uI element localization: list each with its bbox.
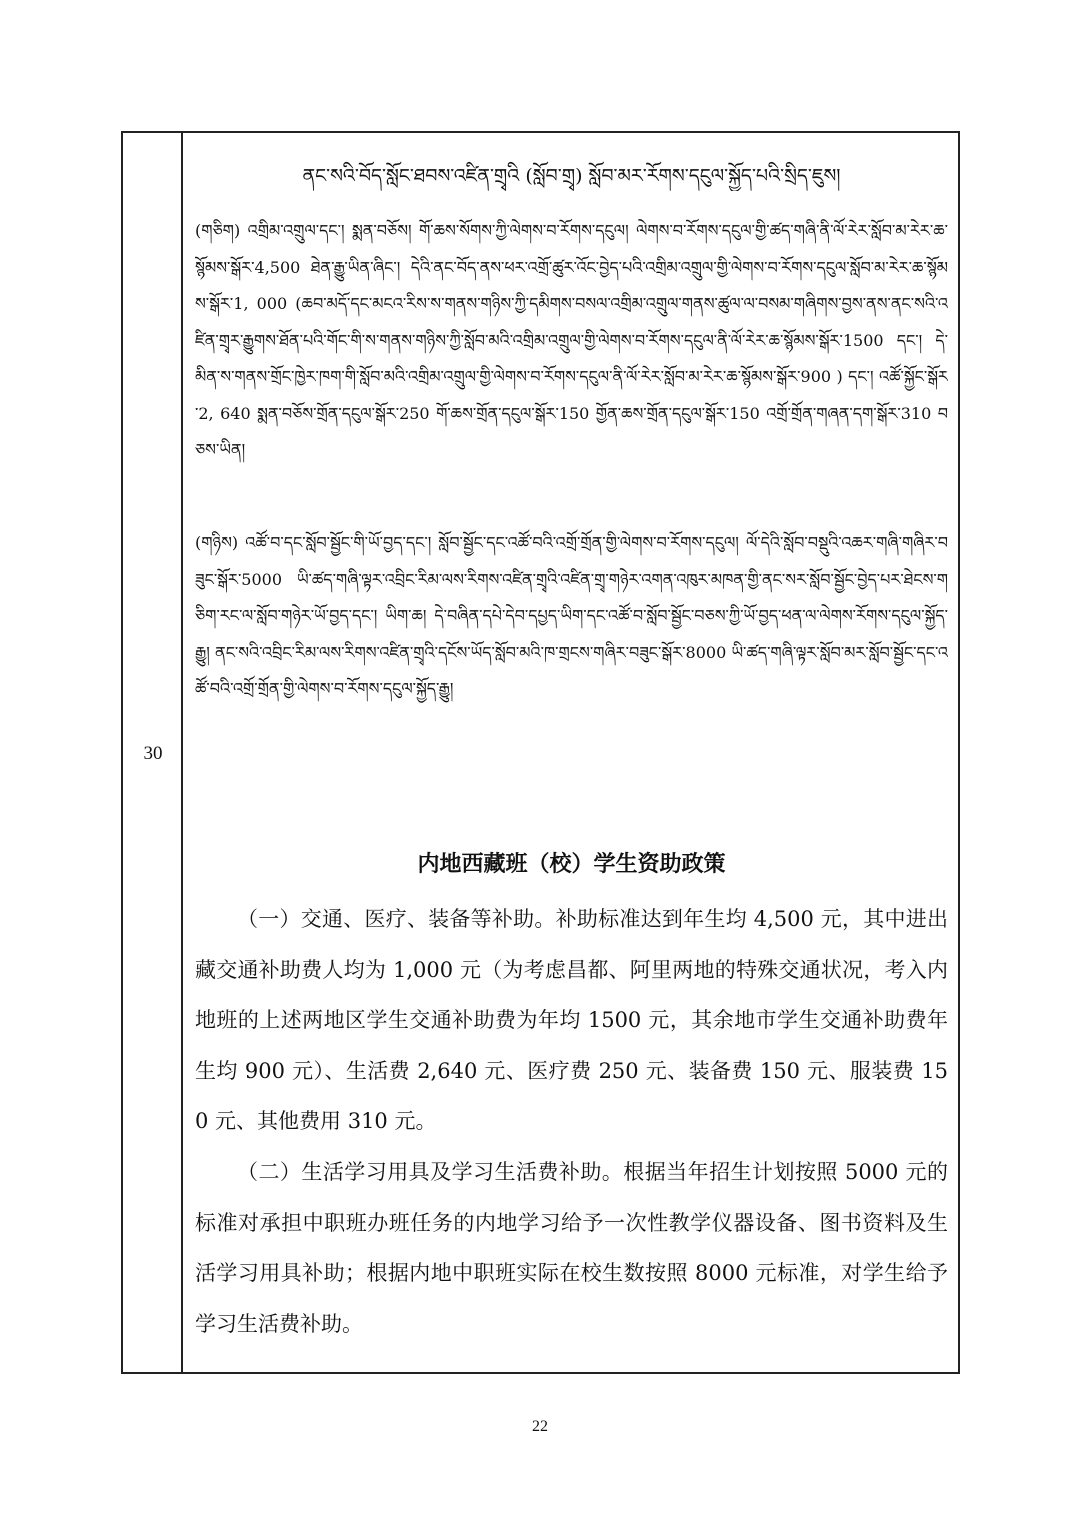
content-cell bbox=[183, 133, 958, 1372]
policy-table bbox=[121, 131, 960, 1374]
tibetan-paragraph-2: (གཉིས) འཚོ་བ་དང་སློབ་སྦྱོང་གི་ཡོ་བྱད་དང་། སློབ་སྦྱོང་དང་འཚོ་བའི་འགྲོ་གྲོན་གྱི་ལེགས་བ་རོགས་དངུལ། ལོ་དེའི་སློབ་བསྡུའི་འཆར་གཞི་གཞིར་བཟུང་སྒོར་5000 ཡི་ཚད་གཞི་ལྟར་འབྲིང་རིམ་ལས་རིགས་འཛིན་གྲྭའི་འཛིན་གྲྭ་གཉེར་འགན་འཁུར་མཁན་གྱི་ནང་སར་སློབ་སྦྱོང་བྱེད་པར་ཐེངས་གཅིག་རང་ལ་སློབ་གཉེར་ཡོ་བྱད་དང་། ཡིག་ཆ། དེ་བཞིན་དཔེ་དེབ་དཔྱད་ཡིག་དང་འཚོ་བ་སློབ་སྦྱོང་བཅས་ཀྱི་ཡོ་བྱད་ཕན་ལ་ལེགས་རོགས་དངུལ་སྐྱོད་རྒྱུ། ནང་སའི་འབྲིང་རིམ་ལས་རིགས་འཛིན་གྲྭའི་དངོས་ཡོད་སློབ་མའི་ཁ་གྲངས་གཞིར་བཟུང་སྒོར་8000 ཡི་ཚད་གཞི་ལྟར་སློབ་མར་སློབ་སྦྱོང་དང་འཚོ་བའི་འགྲོ་གྲོན་གྱི་ལེགས་བ་རོགས་དངུལ་སྐྱོད་རྒྱུ། bbox=[195, 533, 948, 698]
chinese-paragraph-1: （一）交通、医疗、装备等补助。补助标准达到年生均 4,500 元，其中进出藏交通补助费人均为 1,000 元（为考虑昌都、阿里两地的特殊交通状况，考入内地班的上述两地区学生交通补助费为年均 1500 元，其余地市学生交通补助费年生均 900 元）、生活费 2,640 元、医疗费 250 元、装备费 150 元、服装费 150 元、其他费用 310 元。 bbox=[195, 907, 948, 1133]
chinese-paragraph-2: （二）生活学习用具及学习生活费补助。根据当年招生计划按照 5000 元的标准对承担中职班办班任务的内地学习给予一次性教学仪器设备、图书资料及生活学习用具补助；根据内地中职班实际在校生数按照 8000 元标准，对学生给予学习生活费补助。 bbox=[195, 1160, 948, 1336]
page-number: 22 bbox=[532, 1418, 548, 1435]
row-number: 30 bbox=[143, 743, 163, 764]
tibetan-title: ནང་སའི་བོད་སློང་ཐབས་འཛིན་གྲྭའི (སློབ་གྲྭ) སློབ་མར་རོགས་དངུལ་སྐྱོད་པའི་སྲིད་ཇུས། bbox=[302, 165, 841, 187]
row-number-column bbox=[123, 133, 183, 1372]
tibetan-paragraph-1: (གཅིག) འགྲིམ་འགྲུལ་དང་། སྨན་བཅོས། གོ་ཆས་སོགས་ཀྱི་ལེགས་བ་རོགས་དངུལ། ལེགས་བ་རོགས་དངུལ་གྱི་ཚད་གཞི་ནི་ལོ་རེར་སློབ་མ་རེར་ཆ་སྙོམས་སྒོར་4,500 ཐེན་རྒྱུ་ཡིན་ཞིང་། དེའི་ནང་བོད་ནས་ཕར་འགྲོ་ཚུར་འོང་བྱེད་པའི་འགྲིམ་འགྲུལ་གྱི་ལེགས་བ་རོགས་དངུལ་སློབ་མ་རེར་ཆ་སྙོམས་སྒོར་1, 000 (ཆབ་མདོ་དང་མངའ་རིས་ས་གནས་གཉིས་ཀྱི་དམིགས་བསལ་འགྲིམ་འགྲུལ་གནས་ཚུལ་ལ་བསམ་གཞིགས་བྱས་ནས་ནང་སའི་འཛིན་གྲྭར་རྒྱུགས་ཐོན་པའི་གོང་གི་ས་གནས་གཉིས་ཀྱི་སློབ་མའི་འགྲིམ་འགྲུལ་གྱི་ལེགས་བ་རོགས་དངུལ་ནི་ལོ་རེར་ཆ་སྙོམས་སྒོར་1500 དང་། དེ་མིན་ས་གནས་གྲོང་ཁྱེར་ཁག་གི་སློབ་མའི་འགྲིམ་འགྲུལ་གྱི་ལེགས་བ་རོགས་དངུལ་ནི་ལོ་རེར་སློབ་མ་རེར་ཆ་སྙོམས་སྒོར་900 ) དང་། འཚོ་སྐྱོང་སྒོར་2, 640 སྨན་བཅོས་གྲོན་དངུལ་སྒོར་250 གོ་ཆས་གྲོན་དངུལ་སྒོར་150 གྱོན་ཆས་གྲོན་དངུལ་སྒོར་150 འགྲོ་གྲོན་གཞན་དག་སྒོར་310 བཅས་ཡིན། bbox=[195, 221, 948, 459]
chinese-title: 内地西藏班（校）学生资助政策 bbox=[417, 851, 726, 877]
